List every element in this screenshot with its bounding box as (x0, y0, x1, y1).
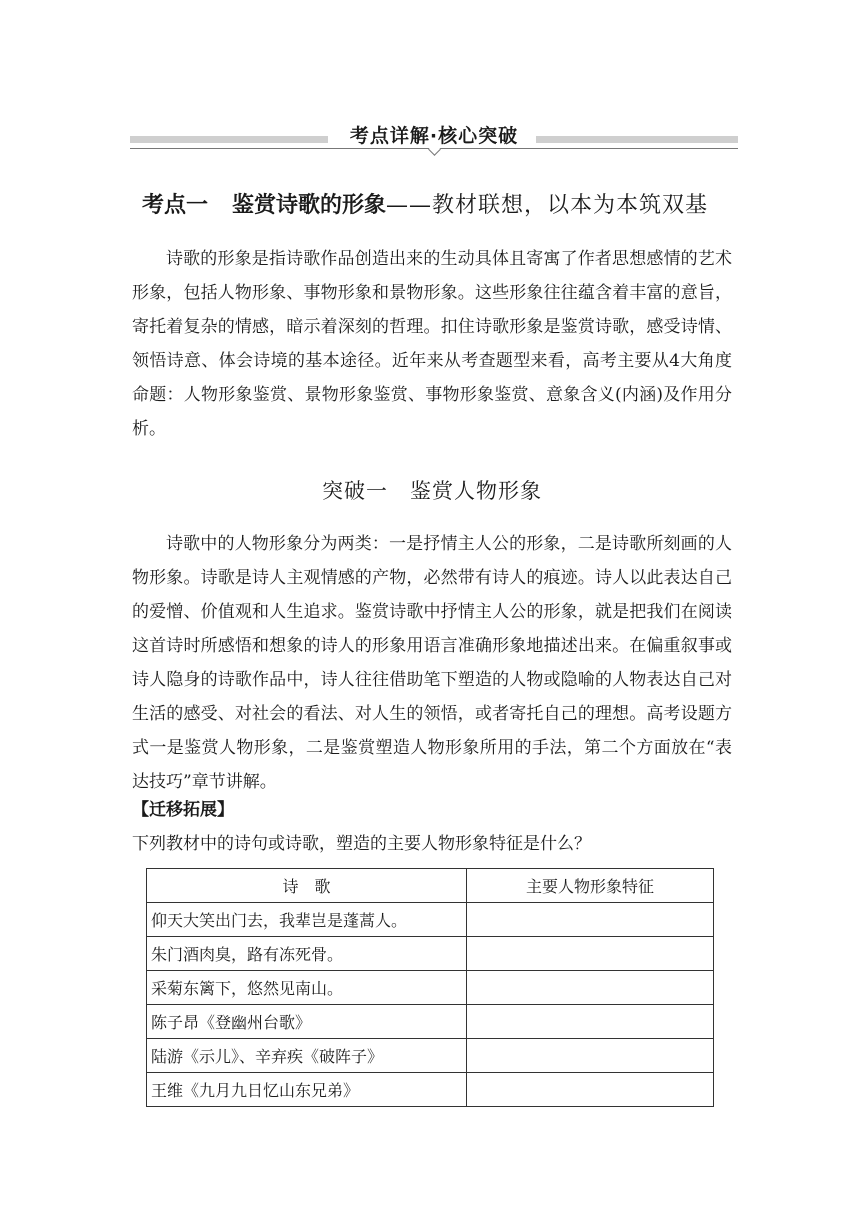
section-heading-main: 鉴赏诗歌的形象 (232, 193, 387, 218)
feature-cell[interactable] (467, 971, 714, 1005)
poem-cell: 陈子昂《登幽州台歌》 (147, 1005, 467, 1039)
poem-cell: 仰天大笑出门去，我辈岂是蓬蒿人。 (147, 903, 467, 937)
poem-cell: 陆游《示儿》、辛弃疾《破阵子》 (147, 1039, 467, 1073)
extension-label: 【迁移拓展】 (132, 800, 234, 820)
header-feature: 主要人物形象特征 (467, 869, 714, 903)
poem-cell: 朱门酒肉臭，路有冻死骨。 (147, 937, 467, 971)
table-header-row (147, 869, 714, 903)
table-row (147, 1073, 714, 1107)
table-row (147, 1005, 714, 1039)
feature-cell[interactable] (467, 903, 714, 937)
question-text: 下列教材中的诗句或诗歌，塑造的主要人物形象特征是什么？ (132, 834, 591, 854)
poem-cell: 采菊东篱下，悠然见南山。 (147, 971, 467, 1005)
band-bar-left (130, 136, 328, 143)
poem-table (146, 868, 714, 1107)
header-poem: 诗 歌 (147, 869, 467, 903)
feature-cell[interactable] (467, 1073, 714, 1107)
table-row (147, 971, 714, 1005)
feature-cell[interactable] (467, 1005, 714, 1039)
feature-cell[interactable] (467, 937, 714, 971)
poem-cell: 王维《九月九日忆山东兄弟》 (147, 1073, 467, 1107)
band-title: 考点详解·核心突破 (349, 125, 519, 147)
table-row (147, 937, 714, 971)
header-band (130, 124, 738, 150)
table-row (147, 1039, 714, 1073)
section-heading-lead: 考点一 (142, 193, 209, 218)
feature-cell[interactable] (467, 1039, 714, 1073)
table-row (147, 903, 714, 937)
section-heading-sub: ——教材联想，以本为本筑双基 (386, 193, 709, 218)
intro-paragraph: 诗歌的形象是指诗歌作品创造出来的生动具体且寄寓了作者思想感情的艺术形象，包括人物形象、事物形象和景物形象。这些形象往往蕴含着丰富的意旨，寄托着复杂的情感，暗示着深刻的哲理。扣住诗歌形象是鉴赏诗歌，感受诗情、领悟诗意、体会诗境的基本途径。近年来从考查题型来看，高考主要从4大角度命题：人物形象鉴赏、景物形象鉴赏、事物形象鉴赏、意象含义(内涵)及作用分析。 (132, 249, 732, 439)
breakthrough-title: 突破一 鉴赏人物形象 (322, 479, 542, 503)
section-heading (142, 191, 742, 221)
band-bar-right (536, 136, 738, 143)
character-image-paragraph: 诗歌中的人物形象分为两类：一是抒情主人公的形象，二是诗歌所刻画的人物形象。诗歌是诗人主观情感的产物，必然带有诗人的痕迹。诗人以此表达自己的爱憎、价值观和人生追求。鉴赏诗歌中抒情主人公的形象，就是把我们在阅读这首诗时所感悟和想象的诗人的形象用语言准确形象地描述出来。在偏重叙事或诗人隐身的诗歌作品中，诗人往往借助笔下塑造的人物或隐喻的人物表达自己对生活的感受、对社会的看法、对人生的领悟，或者寄托自己的理想。高考设题方式一是鉴赏人物形象，二是鉴赏塑造人物形象所用的手法，第二个方面放在“表达技巧”章节讲解。 (132, 534, 732, 792)
